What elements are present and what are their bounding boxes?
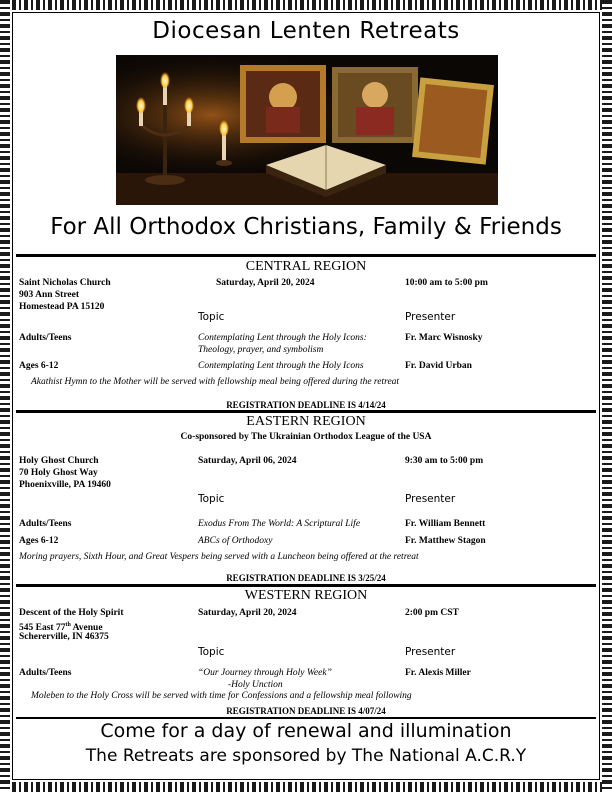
eastern-group-adults: Adults/Teens [19, 519, 72, 529]
western-time: 2:00 pm CST [405, 608, 459, 618]
central-group-kids: Ages 6-12 [19, 361, 59, 371]
western-topic-adults-line2: -Holy Unction [228, 680, 283, 690]
central-topic-header: Topic [198, 311, 225, 323]
central-note: Akathist Hymn to the Mother will be served with fellowship meal being offered during the retreat [31, 377, 400, 387]
eastern-address-city: Phoenixville, PA 19460 [19, 480, 111, 490]
central-time: 10:00 am to 5:00 pm [405, 278, 488, 288]
central-presenter-adults: Fr. Marc Wisnosky [405, 333, 483, 343]
section-divider [16, 717, 596, 719]
central-address-city: Homestead PA 15120 [19, 302, 105, 312]
western-topic-header: Topic [198, 646, 225, 658]
eastern-cosponsor: Co-sponsored by The Ukrainian Orthodox League of the USA [180, 432, 432, 442]
western-address-city: Schererville, IN 46375 [19, 632, 109, 642]
central-church: Saint Nicholas Church [19, 278, 111, 288]
western-presenter-header: Presenter [405, 646, 456, 658]
central-address-street: 903 Ann Street [19, 290, 79, 300]
section-divider [16, 254, 596, 257]
central-date: Saturday, April 20, 2024 [216, 278, 315, 288]
central-region-heading: CENTRAL REGION [245, 259, 367, 274]
eastern-presenter-kids: Fr. Matthew Stagon [405, 536, 486, 546]
central-group-adults: Adults/Teens [19, 333, 72, 343]
border-right [602, 0, 612, 792]
border-bottom [0, 782, 612, 792]
eastern-group-kids: Ages 6-12 [19, 536, 59, 546]
section-divider [16, 410, 596, 413]
closing-invitation: Come for a day of renewal and illumination [100, 720, 512, 742]
candles-and-icons-photo [116, 55, 498, 205]
sponsor-statement: The Retreats are sponsored by The National A.C.R.Y [85, 746, 527, 766]
eastern-topic-adults: Exodus From The World: A Scriptural Life [198, 519, 361, 529]
western-topic-adults-line1: “Our Journey through Holy Week” [198, 668, 332, 678]
central-topic-adults-line2: Theology, prayer, and symbolism [198, 345, 324, 355]
border-top [0, 0, 612, 10]
central-presenter-header: Presenter [405, 311, 456, 323]
eastern-presenter-header: Presenter [405, 493, 456, 505]
western-group-adults: Adults/Teens [19, 668, 72, 678]
eastern-topic-kids: ABCs of Orthodoxy [198, 536, 273, 546]
border-left [0, 0, 10, 792]
eastern-topic-header: Topic [198, 493, 225, 505]
central-deadline: REGISTRATION DEADLINE IS 4/14/24 [226, 400, 386, 410]
central-topic-kids: Contemplating Lent through the Holy Icons [198, 361, 364, 371]
central-presenter-kids: Fr. David Urban [405, 361, 472, 371]
page-subtitle: For All Orthodox Christians, Family & Friends [50, 214, 562, 240]
eastern-address-street: 70 Holy Ghost Way [19, 468, 98, 478]
western-presenter-adults: Fr. Alexis Miller [405, 668, 471, 678]
eastern-date: Saturday, April 06, 2024 [198, 456, 297, 466]
western-note: Moleben to the Holy Cross will be served with time for Confessions and a fellowship meal following [31, 691, 412, 701]
central-topic-adults-line1: Contemplating Lent through the Holy Icons: [198, 333, 367, 343]
eastern-note: Moring prayers, Sixth Hour, and Great Vespers being served with a Luncheon being offered at the retreat [19, 552, 419, 562]
eastern-presenter-adults: Fr. William Bennett [405, 519, 486, 529]
section-divider [16, 584, 596, 587]
western-date: Saturday, April 20, 2024 [198, 608, 297, 618]
western-deadline: REGISTRATION DEADLINE IS 4/07/24 [226, 706, 386, 716]
western-region-heading: WESTERN REGION [244, 588, 368, 603]
eastern-deadline: REGISTRATION DEADLINE IS 3/25/24 [226, 573, 386, 583]
eastern-region-heading: EASTERN REGION [246, 414, 366, 429]
eastern-time: 9:30 am to 5:00 pm [405, 456, 484, 466]
western-church: Descent of the Holy Spirit [19, 608, 124, 618]
eastern-church: Holy Ghost Church [19, 456, 99, 466]
page-title: Diocesan Lenten Retreats [152, 18, 460, 44]
western-address-street: 545 East 77th Avenue [19, 622, 103, 634]
